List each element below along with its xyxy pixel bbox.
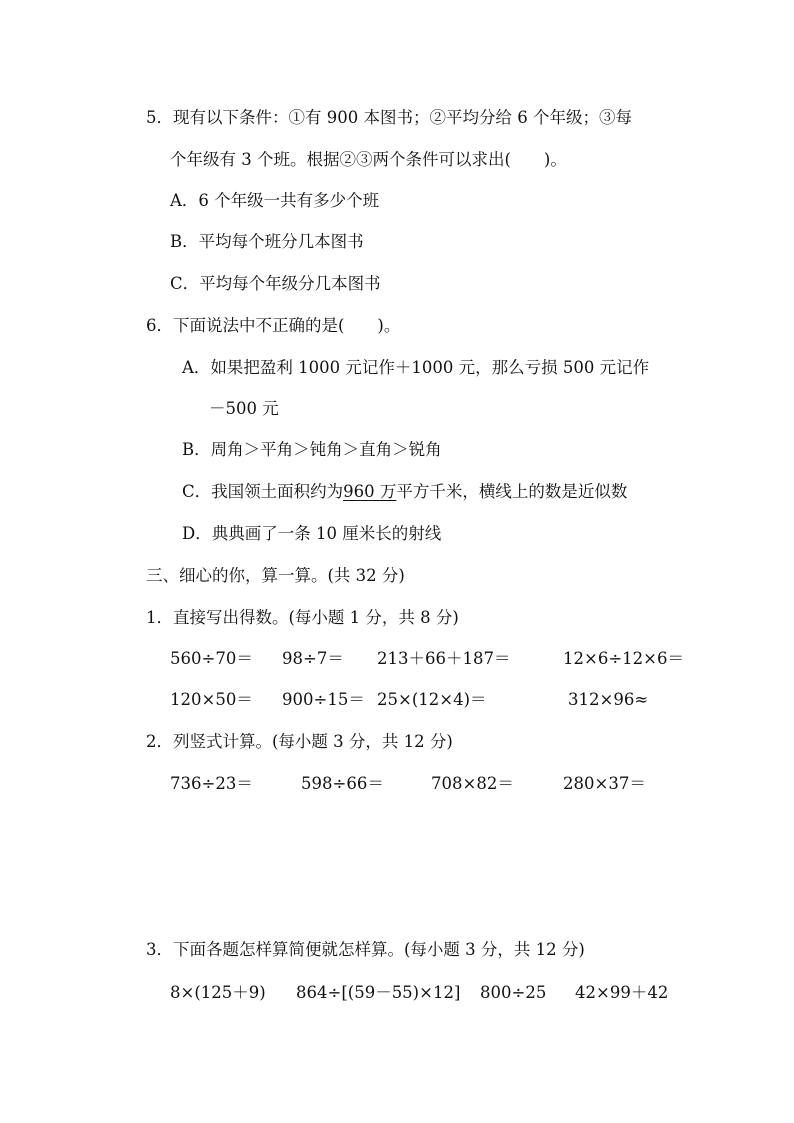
- q6-option-d: D．典典画了一条 10 厘米长的射线: [182, 524, 442, 543]
- part-3-row: [0, 983, 794, 1003]
- expression: 25×(12×4)＝: [377, 690, 487, 709]
- q6-option-c-underlined: 960 万: [343, 482, 397, 501]
- q5-option-c: C．平均每个年级分几本图书: [170, 274, 381, 293]
- expression: 8×(125＋9): [170, 983, 266, 1002]
- expression: 800÷25: [480, 983, 547, 1002]
- expression: 900÷15＝: [282, 690, 365, 709]
- q6-option-c-post: 平方千米，横线上的数是近似数: [396, 482, 628, 501]
- part-3-title: 3．下面各题怎样算简便就怎样算。(每小题 3 分，共 12 分): [146, 940, 585, 959]
- q6-option-a-line-1: A．如果把盈利 1000 元记作＋1000 元，那么亏损 500 元记作: [182, 358, 650, 377]
- expression: 560÷70＝: [170, 649, 253, 668]
- expression: 312×96≈: [568, 690, 649, 709]
- expression: 598÷66＝: [301, 774, 384, 793]
- expression: 12×6÷12×6＝: [563, 649, 684, 668]
- q5-line-1: 5．现有以下条件：①有 900 本图书；②平均分给 6 个年级；③每: [146, 108, 632, 127]
- part-2-title: 2．列竖式计算。(每小题 3 分，共 12 分): [146, 732, 453, 751]
- q6-option-b: B．周角＞平角＞钝角＞直角＞锐角: [182, 440, 442, 459]
- part-1-row-1: [0, 649, 794, 669]
- q5-line-2: 个年级有 3 个班。根据②③两个条件可以求出( )。: [170, 150, 567, 169]
- expression: 864÷[(59－55)×12]: [296, 983, 461, 1002]
- q5-option-a: A．6 个年级一共有多少个班: [170, 191, 380, 210]
- part-1-row-2: [0, 690, 794, 710]
- expression: 280×37＝: [563, 774, 646, 793]
- part-2-row: [0, 774, 794, 794]
- expression: 708×82＝: [431, 774, 514, 793]
- expression: 736÷23＝: [170, 774, 253, 793]
- q6-stem: 6．下面说法中不正确的是( )。: [146, 316, 401, 335]
- section-3-title: 三、细心的你，算一算。(共 32 分): [146, 566, 405, 585]
- q6-option-c-pre: C．我国领土面积约为: [182, 482, 344, 501]
- q6-option-a-line-2: －500 元: [209, 399, 279, 418]
- expression: 42×99＋42: [575, 983, 669, 1002]
- expression: 98÷7＝: [282, 649, 344, 668]
- expression: 120×50＝: [170, 690, 253, 709]
- q5-option-b: B．平均每个班分几本图书: [170, 232, 364, 251]
- expression: 213＋66＋187＝: [377, 649, 511, 668]
- q6-option-c: [182, 482, 627, 502]
- part-1-title: 1．直接写出得数。(每小题 1 分，共 8 分): [146, 608, 459, 627]
